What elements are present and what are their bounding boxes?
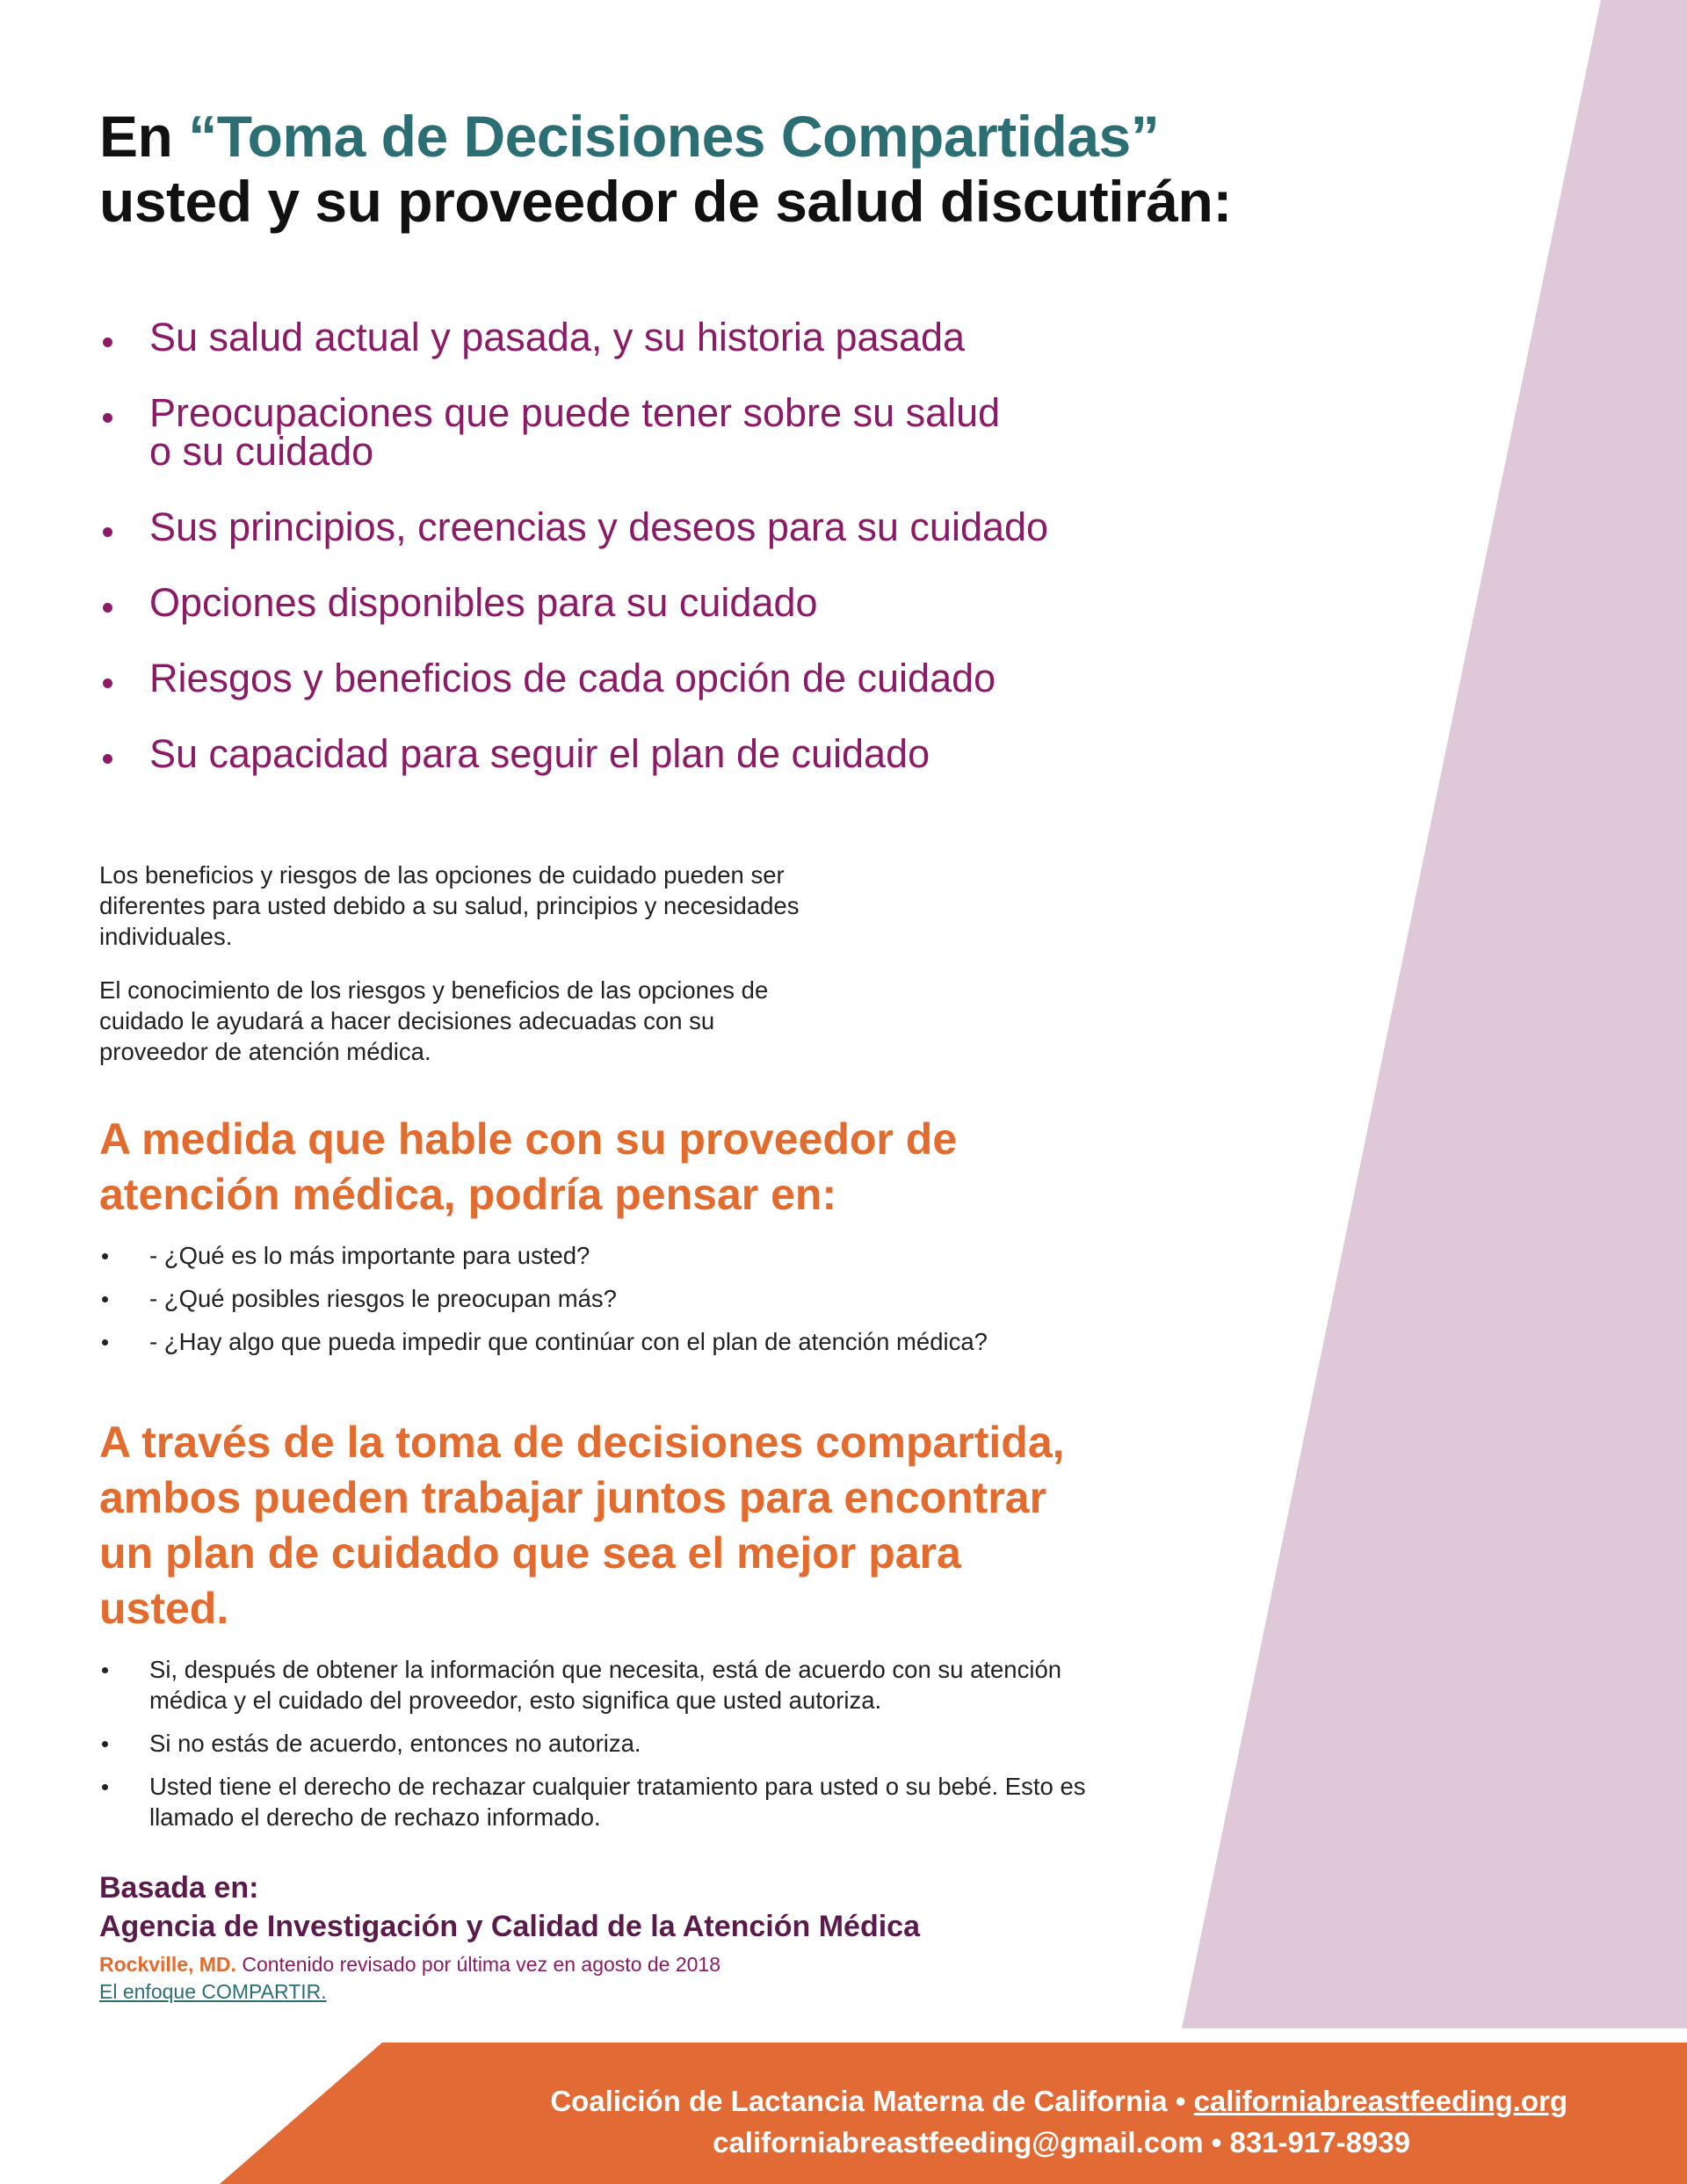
footer-email[interactable]: californiabreastfeeding@gmail.com bbox=[713, 2126, 1204, 2159]
page-title bbox=[99, 104, 1232, 234]
list-item: Riesgos y beneficios de cada opción de cuidado bbox=[99, 659, 1110, 698]
think-questions-list bbox=[99, 1240, 1110, 1369]
consent-list bbox=[99, 1654, 1110, 1845]
list-item: Opciones disponibles para su cuidado bbox=[99, 584, 1110, 622]
footer-website-link[interactable]: californiabreastfeeding.org bbox=[1193, 2085, 1568, 2117]
list-item: Su salud actual y pasada, y su historia pasada bbox=[99, 318, 1110, 357]
list-item: - ¿Qué posibles riesgos le preocupan más? bbox=[99, 1283, 1110, 1314]
list-item: Su capacidad para seguir el plan de cuidado bbox=[99, 735, 1110, 773]
source-city: Rockville, MD. bbox=[99, 1953, 236, 1976]
title-prefix: En bbox=[99, 104, 189, 169]
footer-line-1 bbox=[550, 2083, 1568, 2120]
think-heading: A medida que hable con su proveedor de atención médica, podría pensar en: bbox=[99, 1114, 958, 1219]
list-item: Si no estás de acuerdo, entonces no autoriza. bbox=[99, 1728, 1110, 1759]
source-label: Basada en: bbox=[99, 1871, 259, 1905]
title-highlight: “Toma de Decisiones Compartidas” bbox=[188, 104, 1160, 169]
mauve-side-panel bbox=[1182, 0, 1687, 2028]
source-revision bbox=[99, 1951, 720, 1977]
list-item: Si, después de obtener la información que necesita, está de acuerdo con su atención médica y el cuidado del proveedor, esto significa que usted autoriza. bbox=[99, 1654, 1107, 1716]
discussion-list bbox=[99, 315, 1110, 810]
shared-decision-heading: A través de la toma de decisiones compartida, ambos pueden trabajar juntos para encontrar un plan de cuidado que sea el mejor para usted. bbox=[99, 1418, 1065, 1633]
footer-separator: • bbox=[1203, 2126, 1230, 2159]
source-revised-text: Contenido revisado por última vez en agosto de 2018 bbox=[235, 1953, 721, 1976]
footer-phone[interactable]: 831-917-8939 bbox=[1229, 2126, 1410, 2159]
benefits-paragraph: Los beneficios y riesgos de las opciones de cuidado pueden ser diferentes para usted debido a su salud, principios y necesidades individuales. bbox=[99, 861, 800, 950]
share-approach-link[interactable]: El enfoque COMPARTIR. bbox=[99, 1980, 327, 2003]
list-item: Usted tiene el derecho de rechazar cualquier tratamiento para usted o su bebé. Esto es llamado el derecho de rechazo informado. bbox=[99, 1771, 1133, 1832]
list-item: - ¿Hay algo que pueda impedir que continúar con el plan de atención médica? bbox=[99, 1326, 1110, 1357]
footer-line-2 bbox=[713, 2124, 1410, 2161]
footer-org: Coalición de Lactancia Materna de California bbox=[550, 2085, 1168, 2117]
list-item: Sus principios, creencias y deseos para su cuidado bbox=[99, 508, 1110, 547]
source-agency: Agencia de Investigación y Calidad de la Atención Médica bbox=[99, 1910, 920, 1943]
footer-separator: • bbox=[1167, 2085, 1194, 2117]
knowledge-paragraph: El conocimiento de los riesgos y beneficios de las opciones de cuidado le ayudará a hacer decisiones adecuadas con su proveedor de atención médica. bbox=[99, 976, 769, 1065]
list-item: Preocupaciones que puede tener sobre su salud o su cuidado bbox=[99, 394, 1028, 471]
title-line-2: usted y su proveedor de salud discutirán: bbox=[99, 169, 1232, 234]
list-item: - ¿Qué es lo más importante para usted? bbox=[99, 1240, 1110, 1271]
